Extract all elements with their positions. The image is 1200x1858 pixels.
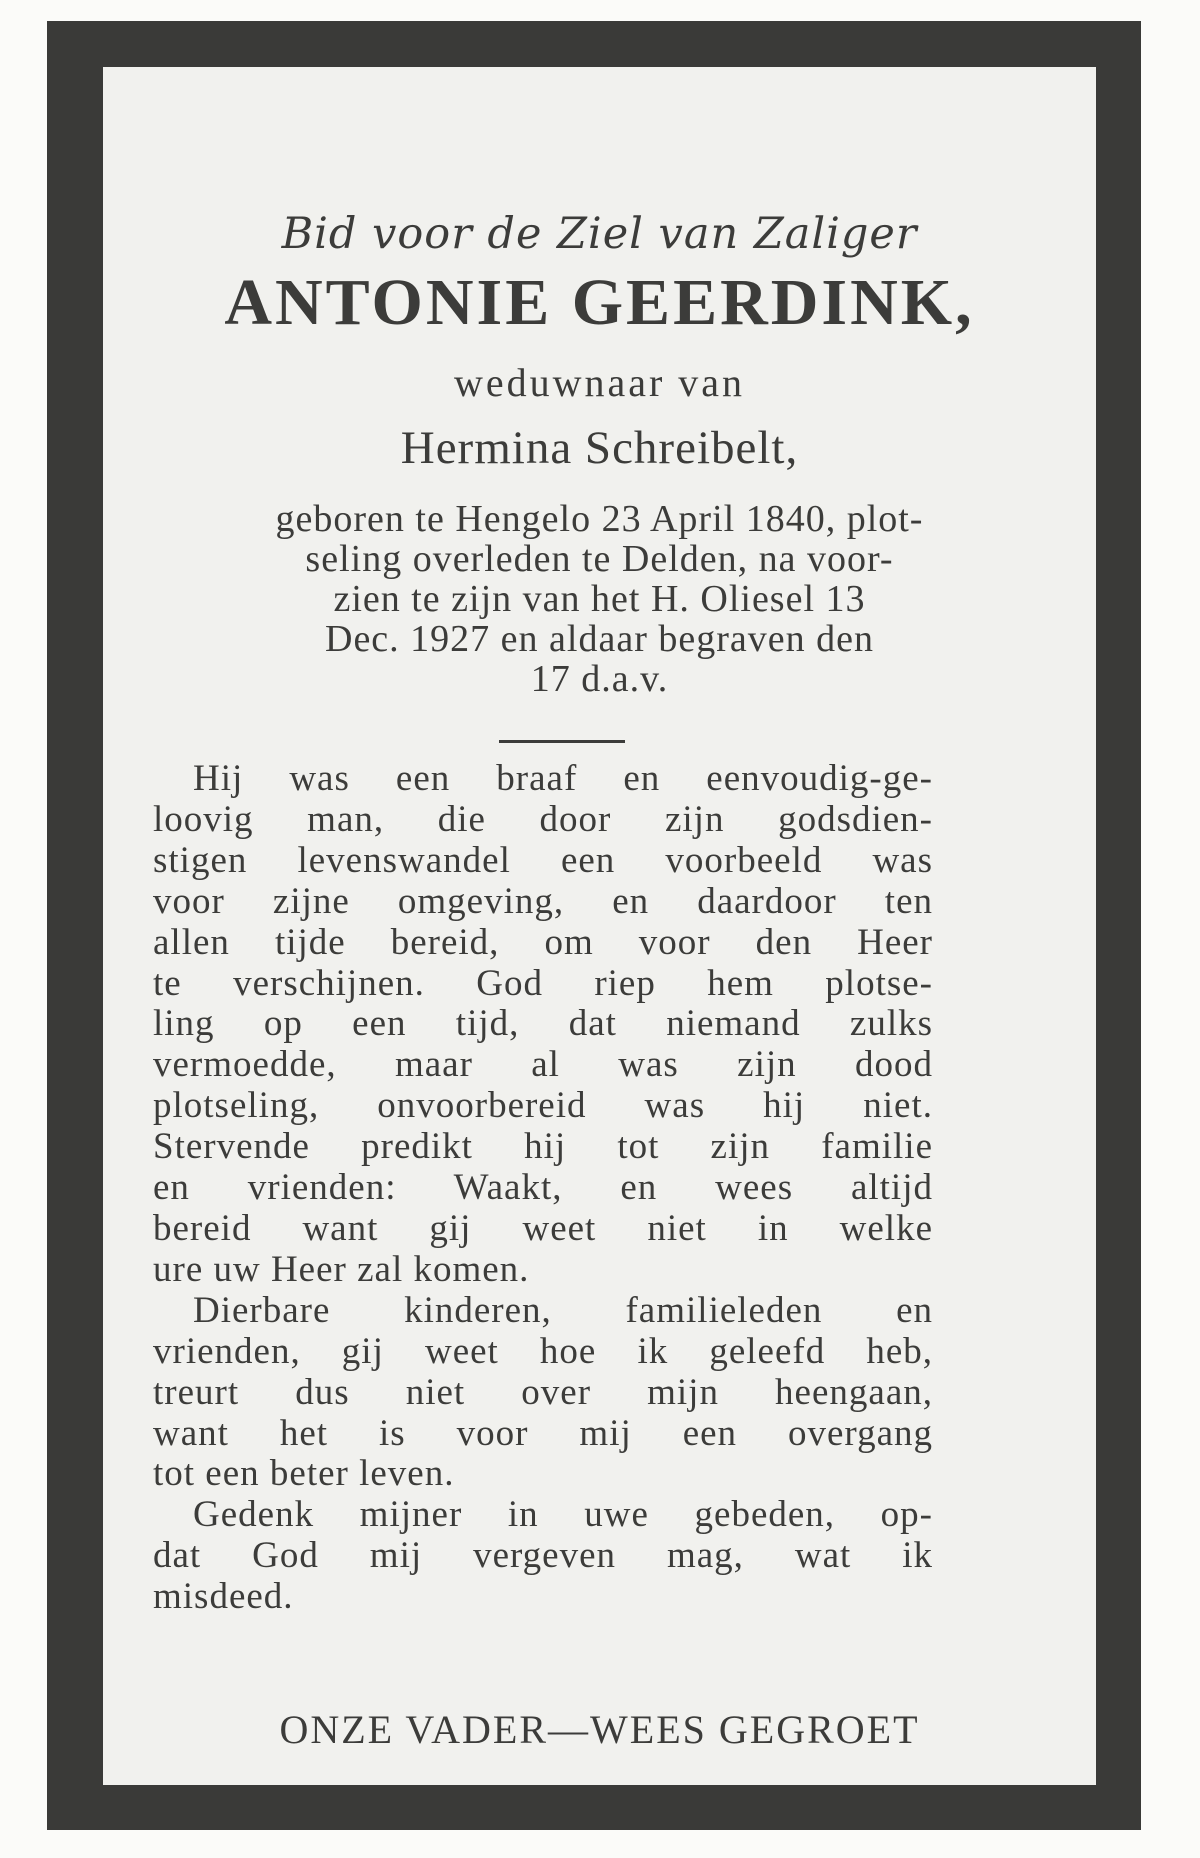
biography bbox=[143, 499, 1056, 699]
text-line: dat God mij vergeven mag, wat ik bbox=[153, 1535, 933, 1577]
text-line: Dierbare kinderen, familieleden en bbox=[193, 1289, 933, 1331]
bio-line: Dec. 1927 en aldaar begraven den bbox=[325, 618, 874, 660]
text-line: vermoedde, maar al was zijn dood bbox=[153, 1044, 933, 1086]
text-line: want het is voor mij een overgang bbox=[153, 1412, 933, 1454]
memorial-card bbox=[47, 21, 1141, 1830]
closing-prayer: ONZE VADER—WEES GEGROET bbox=[279, 1707, 920, 1752]
text-line: tot een beter leven. bbox=[153, 1453, 455, 1495]
bio-line: geboren te Hengelo 23 April 1840, plot- bbox=[275, 498, 924, 540]
eulogy-text bbox=[153, 759, 933, 1618]
text-line: stigen levenswandel een voorbeeld was bbox=[153, 839, 933, 881]
text-line: ure uw Heer zal komen. bbox=[153, 1248, 530, 1290]
deceased-name: ANTONIE GEERDINK, bbox=[224, 266, 975, 339]
text-line: Stervende predikt hij tot zijn familie bbox=[153, 1126, 933, 1168]
text-line: te verschijnen. God riep hem plotse- bbox=[153, 962, 933, 1004]
text-line: vrienden, gij weet hoe ik geleefd heb, bbox=[153, 1330, 933, 1372]
invocation-heading: Bid voor de Ziel van Zaliger bbox=[281, 209, 918, 259]
bio-line: 17 d.a.v. bbox=[530, 658, 669, 700]
spouse-name: Hermina Schreibelt, bbox=[400, 422, 799, 474]
text-line: ling op een tijd, dat niemand zulks bbox=[153, 1003, 933, 1045]
text-line: en vrienden: Waakt, en wees altijd bbox=[153, 1167, 933, 1209]
text-line: treurt dus niet over mijn heengaan, bbox=[153, 1371, 933, 1413]
divider bbox=[499, 740, 625, 743]
text-line: allen tijde bereid, om voor den Heer bbox=[153, 921, 933, 963]
bio-line: zien te zijn van het H. Oliesel 13 bbox=[333, 578, 866, 620]
card-paper bbox=[103, 67, 1096, 1785]
text-line: bereid want gij weet niet in welke bbox=[153, 1207, 933, 1249]
text-line: plotseling, onvoorbereid was hij niet. bbox=[153, 1085, 933, 1127]
text-line: loovig man, die door zijn godsdien- bbox=[153, 798, 933, 840]
text-line: Gedenk mijner in uwe gebeden, op- bbox=[193, 1494, 933, 1536]
text-line: voor zijne omgeving, en daardoor ten bbox=[153, 880, 933, 922]
widower-line: weduwnaar van bbox=[453, 360, 746, 405]
bio-line: seling overleden te Delden, na voor- bbox=[305, 538, 894, 580]
text-line: misdeed. bbox=[153, 1576, 294, 1618]
text-line: Hij was een braaf en eenvoudig-ge- bbox=[193, 758, 933, 799]
